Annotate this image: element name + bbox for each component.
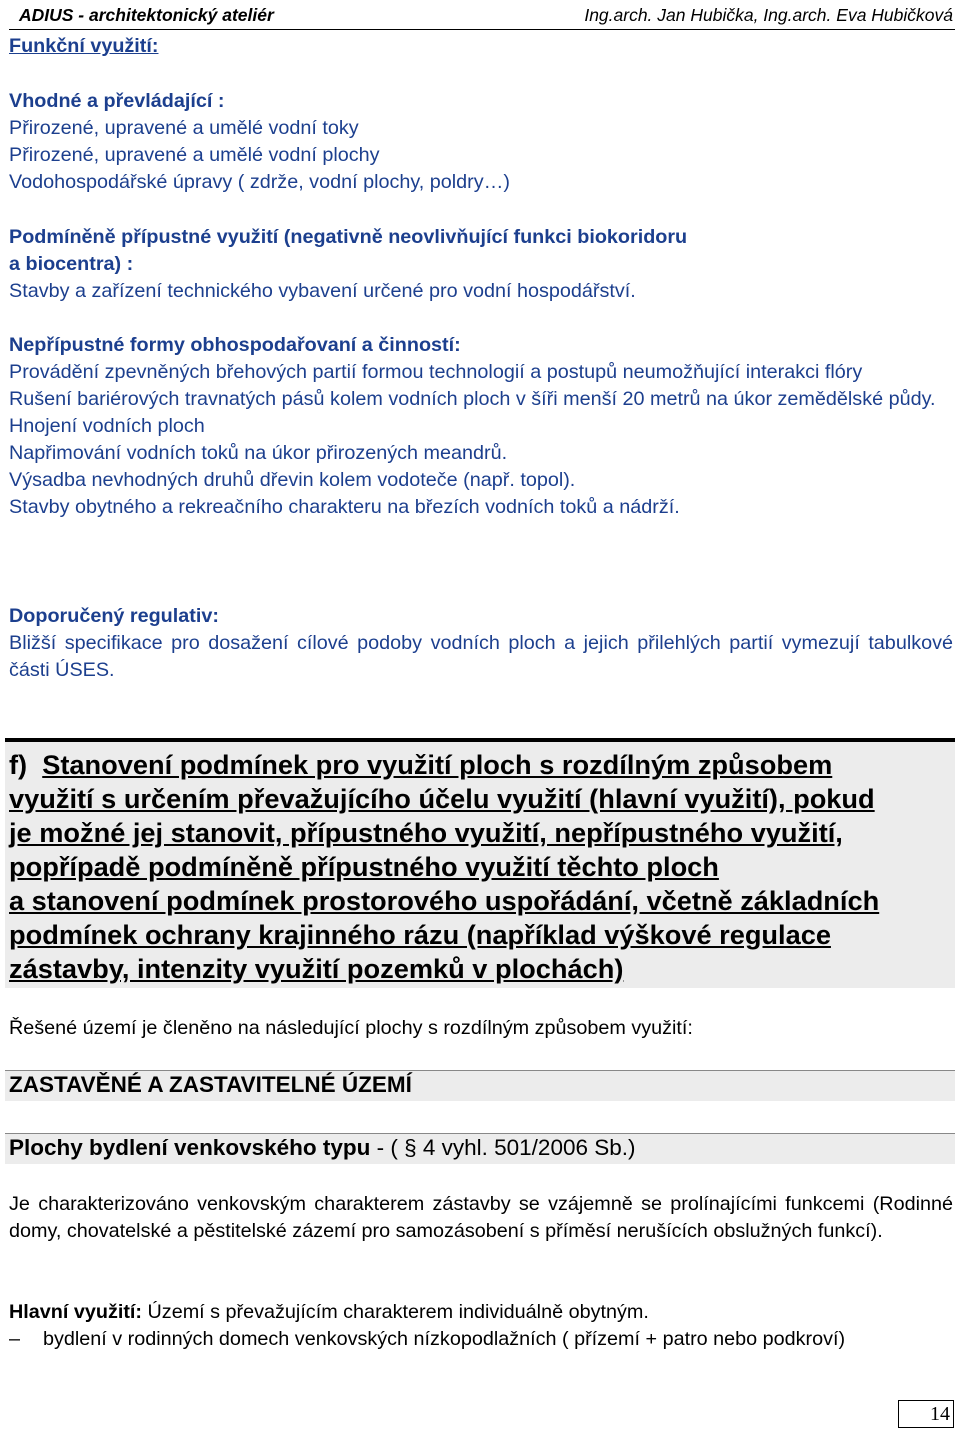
intro-block — [9, 1015, 953, 1042]
intro-text: Řešené území je členěno na následující plochy s rozdílným způsobem využití: — [9, 1017, 693, 1039]
page-header — [9, 0, 955, 30]
list-item — [9, 1326, 953, 1353]
regulative-block — [9, 603, 953, 684]
section-f-line: podmínek ochrany krajinného rázu (například výškové regulace — [9, 919, 831, 950]
section-f-line: popřípadě podmíněně přípustného využití těchto ploch — [9, 851, 719, 882]
forbidden-item: Provádění zpevněných břehových partií formou technologií a postupů neumožňující interakci flóry — [9, 361, 863, 383]
section-f-line — [9, 748, 951, 782]
section-f-line: a stanovení podmínek prostorového uspořádání, včetně základních — [9, 885, 880, 916]
forbidden-item: Výsadba nevhodných druhů dřevin kolem vodoteče (např. topol). — [9, 469, 576, 491]
housing-description-block — [9, 1191, 953, 1245]
forbidden-item: Stavby obytného a rekreačního charakteru na březích vodních toků a nádrží. — [9, 496, 680, 518]
main-use-label: Hlavní využití: — [9, 1301, 143, 1323]
conditional-use-block — [9, 224, 953, 305]
zone-heading-band — [5, 1070, 955, 1101]
header-left: ADIUS - architektonický ateliér — [19, 5, 274, 25]
housing-title: Plochy bydlení venkovského typu — [9, 1135, 371, 1160]
functional-use-title: Funkční využití: — [9, 35, 159, 57]
suitable-item: Vodohospodářské úpravy ( zdrže, vodní plochy, poldry…) — [9, 171, 511, 193]
suitable-heading: Vhodné a převládající : — [9, 90, 225, 112]
housing-heading-band — [5, 1133, 955, 1164]
forbidden-item: Napřimování vodních toků na úkor přirozených meandrů. — [9, 442, 508, 464]
main-use-line — [9, 1299, 953, 1326]
section-f-line: využití s určením převažujícího účelu využití (hlavní využití), pokud — [9, 783, 875, 814]
suitable-item: Přirozené, upravené a umělé vodní toky — [9, 117, 359, 139]
housing-description: Je charakterizováno venkovským charakterem zástavby se vzájemně se prolínajícími funkcemi (Rodinné domy, chovatelské a pěstitelské zázemí pro samozásobení s příměsí nerušících obslužných funkcí). — [9, 1193, 953, 1242]
dash-bullet-icon: – — [9, 1328, 21, 1350]
suitable-use-block — [9, 88, 953, 196]
section-f-line: je možné jej stanovit, přípustného využití, nepřípustného využití, — [9, 817, 843, 848]
regulative-text: Bližší specifikace pro dosažení cílové podoby vodních ploch a jejich přilehlých partií vymezují tabulkové části ÚSES. — [9, 632, 953, 681]
functional-use-title-block — [9, 33, 953, 60]
conditional-item: Stavby a zařízení technického vybavení určené pro vodní hospodářství. — [9, 280, 636, 302]
forbidden-heading: Nepřípustné formy obhospodařovaní a činností: — [9, 334, 461, 356]
section-f-line: zástavby, intenzity využití pozemků v plochách) — [9, 953, 624, 984]
forbidden-use-block — [9, 332, 953, 521]
list-item-text: bydlení v rodinných domech venkovských nízkopodlažních ( přízemí + patro nebo podkroví) — [43, 1328, 846, 1350]
zone-heading: ZASTAVĚNÉ A ZASTAVITELNÉ ÚZEMÍ — [9, 1072, 412, 1097]
page-number: 14 — [898, 1400, 954, 1428]
regulative-heading: Doporučený regulativ: — [9, 605, 219, 627]
forbidden-item: Hnojení vodních ploch — [9, 415, 205, 437]
section-f-heading — [5, 738, 955, 988]
main-use-block — [9, 1299, 953, 1353]
suitable-item: Přirozené, upravené a umělé vodní plochy — [9, 144, 380, 166]
forbidden-item: Rušení bariérových travnatých pásů kolem vodních ploch v šíři menší 20 metrů na úkor zemědělské půdy. — [9, 388, 936, 410]
main-use-text: Území s převažujícím charakterem individuálně obytným. — [142, 1301, 649, 1323]
section-f-prefix: f) — [9, 749, 28, 780]
main-use-list — [9, 1326, 953, 1353]
header-right: Ing.arch. Jan Hubička, Ing.arch. Eva Hubičková — [584, 5, 953, 25]
section-f-line-text: Stanovení podmínek pro využití ploch s rozdílným způsobem — [42, 749, 833, 780]
housing-ref: - ( § 4 vyhl. 501/2006 Sb.) — [370, 1135, 636, 1160]
conditional-heading: Podmíněně přípustné využití (negativně neovlivňující funkci biokoridoru — [9, 226, 688, 248]
conditional-heading-cont: a biocentra) : — [9, 253, 134, 275]
